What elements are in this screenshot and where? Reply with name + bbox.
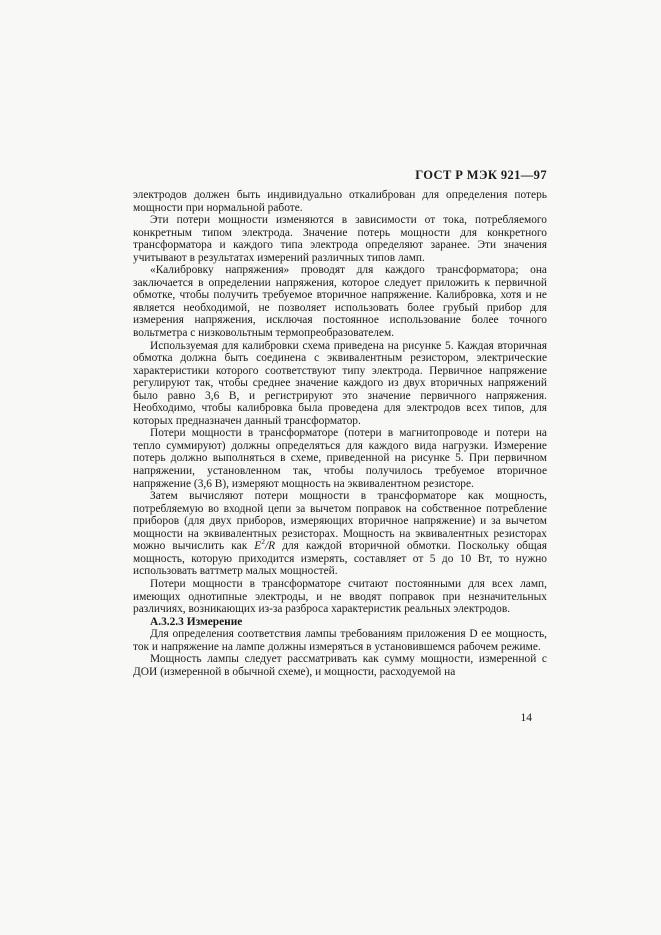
paragraph-compute-losses bbox=[133, 490, 547, 578]
paragraph-transformer-losses: Потери мощности в трансформаторе (потери в магнитопроводе и потери на тепло суммируют) должны определяться для каждого вида нагрузки. Измерение потерь должно выполняться в схеме, приведенной на рисунке 5. При первичном напряжении, установленном так, чтобы получилось требуемое вторичное напряжение (3,6 В), измеряют мощность на эквивалентном резисторе. bbox=[133, 427, 547, 490]
section-heading-measurement: А.3.2.3 Измерение bbox=[150, 615, 243, 628]
paragraph-voltage-calibration: «Калибровку напряжения» проводят для каждого трансформатора; она заключается в определении напряжения, которое следует приложить к первичной обмотке, чтобы получить требуемое вторичное напряжение. Калибровка, хотя и не является необходимой, не позволяет использовать более грубый прибор для измерения напряжения, исключая постоянное использование более точного вольтметра с низковольтным термопреобразователем. bbox=[133, 264, 547, 340]
body-text-column bbox=[133, 189, 547, 678]
paragraph-text: для каждой вторичной обмотки. Поскольку общая мощность, которую приходится измерять, составляет от 5 до 10 Вт, то нужно использовать ваттметр малых мощностей. bbox=[133, 540, 547, 578]
paragraph-continuation: электродов должен быть индивидуально откалиброван для определения потерь мощности при нормальной работе. bbox=[133, 189, 547, 214]
formula-divisor-r: /R bbox=[265, 540, 276, 553]
paragraph-calibration-scheme: Используемая для калибровки схема приведена на рисунке 5. Каждая вторичная обмотка должна быть соединена с эквивалентным резистором, электрические характеристики которого соответствуют типу электрода. Первичное напряжение регулируют так, чтобы среднее значение каждого из двух вторичных напряжений было равно 3,6 В, и регистрируют это значение первичного напряжения. Необходимо, чтобы калибровка была проведена для электродов всех типов, для которых предназначен данный трансформатор. bbox=[133, 339, 547, 427]
paragraph-lamp-power: Мощность лампы следует рассматривать как сумму мощности, измеренной с ДОИ (измеренной в обычной схеме), и мощности, расходуемой на bbox=[133, 653, 547, 678]
formula-superscript: 2 bbox=[261, 537, 266, 547]
page-number: 14 bbox=[520, 712, 532, 724]
paragraph-losses-vary: Эти потери мощности изменяются в зависимости от тока, потребляемого конкретным типом электрода. Значение потерь мощности для конкретного трансформатора и каждого типа электрода определяют заранее. Эти значения учитывают в результатах измерений различных типов ламп. bbox=[133, 214, 547, 264]
running-header-standard-ref: ГОСТ Р МЭК 921—97 bbox=[415, 168, 547, 182]
paragraph-measurement-intro: Для определения соответствия лампы требованиям приложения D ее мощность, ток и напряжение на лампе должны измеряться в установившемся рабочем режиме. bbox=[133, 628, 547, 653]
paragraph-losses-constant: Потери мощности в трансформаторе считают постоянными для всех ламп, имеющих однотипные электроды, и не вводят поправок при незначительных различиях, возникающих из-за разброса характеристик реальных электродов. bbox=[133, 577, 547, 616]
formula-variable-e: E bbox=[254, 540, 262, 553]
paragraph-text: Затем вычисляют потери мощности в трансформаторе как мощность, потребляемую во входной цепи за вычетом поправок на собственное потребление приборов (для двух приборов, измеряющих вторичное напряжение) и за вычетом мощности на эквивалентных резисторах. Мощность на эквивалентных резисторах можно вычислить как bbox=[133, 490, 547, 553]
